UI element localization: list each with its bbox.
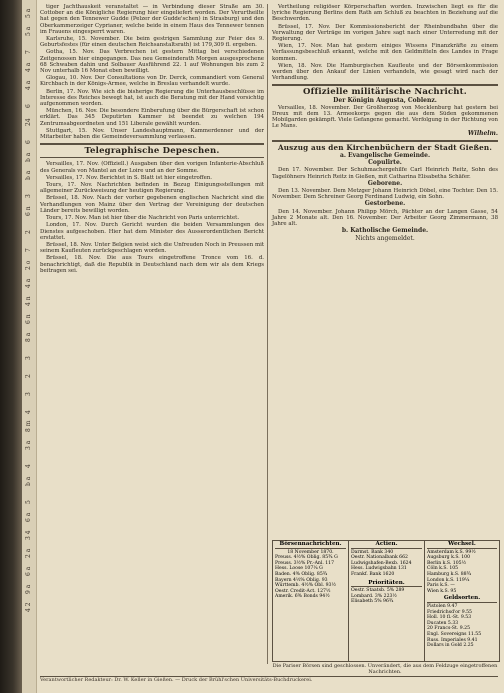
margin-fragment: 2 [25, 374, 32, 378]
margin-fragment: 7 [25, 50, 32, 54]
divider [40, 157, 264, 158]
geld-title: Geldsorten. [427, 596, 497, 603]
geld-row: Dollars in Gold 2.25 [427, 643, 474, 649]
right-paragraphs [272, 4, 498, 81]
margin-fragment: 5 a [25, 26, 32, 36]
news-paragraph: Vertheilung religiöser Körperschaften worden. Inzwischen liegt es für die lyriche Regierung Berlins dem Rath am Schluß zu beachten in Beziehung auf die Beschwerden. [272, 4, 498, 23]
official-text: Versailles, 18. November. Der Großherzog von Mecklenburg hat gestern bei Dreux mit dem 13. Armeekorps gegen die aus dem Süden gekommenen Mobilgarden gekämpft. Viele Gefangene gemacht. Verfolgung in der Richtung von Le Mans. [272, 104, 498, 130]
margin-fragment: 4 [25, 410, 32, 414]
page-margin-strip [22, 0, 37, 693]
boerse-row: Württemb. 4½% Obl. 93½ [275, 583, 336, 589]
geld-row: Holl. 10 fl.-St. 9.53 [427, 615, 472, 621]
margin-fragment: 8 m [25, 420, 32, 432]
civil-group-text: Den 13. November. Dem Metzger Johann Heinrich Döbel, eine Tochter. Den 15. November. Dem Schreiner Georg Ferdinand Ludwig, ein Sohn. [272, 188, 498, 201]
wechsel-row: Amsterdam k.S. 99½ [427, 549, 476, 555]
news-paragraph: Berlin, 17. Nov. Wie sich die bisherige Regierung die Unterhausbeschlüsse im Interesse des Reiches bewegt hat, ist auch die Beratung mit der Hand vorsichtig aufgenommen worden. [40, 88, 264, 108]
aktien-row: Darmst. Bank 340 [351, 549, 394, 555]
catholic-subheading: b. Katholische Gemeinde. [341, 227, 429, 235]
geld-row: Friedrichsd'or 9.55 [427, 609, 472, 615]
official-signature: Wilhelm. [467, 129, 498, 137]
civil-group-label: Copulirte. [368, 159, 402, 167]
margin-fragment: 6 [25, 104, 32, 108]
margin-fragment: 5 [25, 500, 32, 504]
news-paragraph: München, 16. Nov. Die besondere Einberufung über die Bürgerschaft ist schon erklärt. Das 345 Deputirten Kammer ist beendet zu welchen 194 Zentrumsabgeordneten und 151 Liberale gewählt wurden. [40, 108, 264, 127]
wechsel-row: Augsburg k.S. 100 [427, 555, 470, 561]
margin-fragment: 6 a [25, 566, 32, 576]
aktien-title: Actien. [351, 542, 422, 549]
news-paragraph: Wien, 18. Nov. Die Hamburgischen Kaufleute und der Börsenkommission werden über den Ankauf der Linien verhandeln, wie gesagt wird nach der Verhandlung. [272, 62, 498, 82]
news-paragraph: Gotha, 15. Nov. Das Verbrechen ist gestern Mittag bei verschiedenen Zeitgenossen hier eingegangen. Das neu Gemeinderath Morgen ausgesprochene 68 Schwaben dahin und Solbauer Ausführend 22. 1 auf Wohnungen bis zum 2 Nov unterhalb 16 Monat eben bewilligt. [40, 49, 264, 75]
newspaper-page [22, 0, 504, 693]
boerse-row: Hess. Loose 107¼ G [275, 566, 323, 572]
prioritaeten-row: Oestr. Staatsb. 5% 289 [351, 588, 405, 594]
boerse-row: Amerik. 6% Bonds 94½ [275, 594, 330, 600]
book-binding [0, 0, 22, 693]
left-column [40, 4, 264, 275]
margin-fragment: 24 [25, 118, 32, 126]
prioritaeten-title: Prioritäten. [351, 581, 422, 588]
wechsel-row: Cöln k.S. 105 [427, 566, 459, 572]
news-paragraph: Brüssel, 17. Nov. Der Kommissionsbericht der Rheinbundbahn über die Verwaltung der Verträge im vorigen Jahre sagt nach einer Unterredung mit der Regierung. [272, 23, 498, 43]
boerse-row: Oestr. Credit-Act. 127½ [275, 588, 331, 594]
telegraph-paragraphs [40, 161, 264, 273]
footer-note: Die Pariser Börsen sind geschlossen. Unverändert, die aus dem Feldzuge eingetroffenen Nachrichten. [272, 663, 498, 675]
left-paragraphs [40, 4, 264, 140]
civil-register-subheading: a. Evangelische Gemeinde. [339, 152, 431, 160]
margin-fragment: 6 [25, 140, 32, 144]
civil-register-entries [272, 160, 498, 227]
boerse-row: Preuss. 4½% Oblig. 85¾ G [275, 555, 338, 561]
boerse-row: Bayern 4½% Oblig. 93 [275, 577, 328, 583]
boerse-date: 18 November 1870. [287, 549, 334, 555]
margin-fragment: 4 a [25, 80, 32, 90]
margin-fragment: 3 4 [25, 530, 32, 540]
wechsel-row: London k.S. 119¼ [427, 577, 470, 583]
boerse-title: Börsennachrichten. [275, 542, 346, 549]
civil-group-label: Gestorbene. [364, 200, 406, 208]
aktien-rows [351, 550, 422, 578]
margin-fragment: b a [25, 476, 32, 486]
official-subheading: Der Königin Augusta, Coblenz. [333, 96, 437, 104]
margin-fragment: 4 a [25, 278, 32, 288]
margin-fragment: 7 [25, 248, 32, 252]
telegraph-item: Brüssel, 18. Nov. Nach der vorher gegebenen englischen Nachricht sind die Verhandlungen von Mainz über den Vertrag der Vereinigung der deutschen Länder bereits bewilligt worden. [40, 195, 264, 214]
aktien-column [349, 541, 425, 661]
margin-fragment: 4 [25, 464, 32, 468]
divider [272, 140, 498, 142]
wechsel-rows [427, 550, 497, 595]
margin-fragment: 4 2 [25, 602, 32, 612]
prioritaeten-row: Elisabeth 5% 96¾ [351, 599, 394, 605]
wechsel-row: Berlin k.S. 105½ [427, 560, 467, 566]
telegraph-item: Tours, 17. Nov. Man ist hier über die Nachricht von Paris unterrichtet. [46, 215, 240, 222]
civil-group-text: Den 14. November. Johann Philipp Mörch, Pächter an der Langen Gasse, 54 Jahre 2 Monate alt. Den 16. November. Der Arbeiter Georg Zimmermann, 38 Jahre alt. [272, 208, 498, 228]
geld-row: Russ. Imperiales 9.41 [427, 637, 478, 643]
boerse-row: Baden. 4% Oblig. 85¾ [275, 571, 328, 577]
margin-fragment: b a [25, 152, 32, 162]
telegraph-item: Versailles, 17. Nov. Berichtet in S. Blatt ist hier eingetroffen. [46, 174, 213, 181]
margin-fragment: 3 [25, 194, 32, 198]
catholic-text: Nichts angemeldet. [355, 234, 415, 242]
page-footer: Verantwortlicher Redakteur: Dr. W. Keller in Gießen. — Druck der Brühl'schen Universitäts-Buchdruckerei. [40, 676, 498, 683]
market-table [272, 540, 500, 662]
boerse-row: Preuss. 3½% Pr.-Anl. 117 [275, 560, 335, 566]
margin-fragment: 6 a [25, 512, 32, 522]
telegraph-item: Brüssel, 18. Nov. Die aus Tours eingetroffene Tronce vom 16. d. benachrichtigt, daß die Republik in Deutschland nach dem wir als dem Kriegs beitragen sei. [40, 255, 264, 274]
margin-fragment: 6 n [25, 206, 32, 216]
wechsel-row: Paris k.S. — [427, 583, 455, 589]
wechsel-title: Wechsel. [427, 542, 497, 549]
margin-fragment: 6 n [25, 314, 32, 324]
margin-fragment: 3 [25, 392, 32, 396]
right-column [272, 4, 498, 243]
margin-fragment: 2 a [25, 548, 32, 558]
margin-fragment: 2 o [25, 260, 32, 270]
geld-row: Engl. Sovereigns 11.55 [427, 631, 482, 637]
boerse-column [273, 541, 349, 661]
geld-row: 20 Francs-St. 9.25 [427, 626, 471, 632]
aktien-row: Frankf. Bank 1620 [351, 571, 395, 577]
news-paragraph: Wien, 17. Nov. Man hat gestern einiges Wissens Finanzkräfte zu einem Verfassungsbeschluß erkannt, welche mit den Geldmitteln des Landes in Frage kommen. [272, 43, 498, 62]
geld-row: Pistolen 9.47 [427, 603, 458, 609]
wechsel-column [425, 541, 499, 661]
wechsel-row: Wien k.S. 95 [427, 588, 457, 594]
margin-fragment: 3 [25, 356, 32, 360]
civil-group-text: Den 17. November. Der Schuhmachergehilfe Carl Heinrich Reitz, Sohn des Tagelöhners Heinrich Reitz in Gießen, mit Catharina Elisabetha Schäfer. [272, 167, 498, 180]
geld-row: Ducaten 5.33 [427, 620, 459, 626]
margin-fragment: b a [25, 170, 32, 180]
aktien-row: Hess. Ludwigsbahn 131 [351, 566, 407, 572]
official-heading: Offizielle militärische Nachricht. [303, 87, 467, 98]
margin-fragment: 2 [25, 230, 32, 234]
news-paragraph: tiger Jachthauskeit veranstaltet — in Verbindung dieser Straße am 30. Cottober an die Königliche Regierung hier eingeliefert worden. Der Verurtheilte hat gegen den Tennewer Gudde (Pelzer der Gudde'schen) in Strasburg) und den Oberkammerzeiger Cyprianer, welche beide in einem Haus des Tennewer tennen im Frauens eingesperrt waren. [40, 4, 264, 35]
civil-group-label: Geborene. [367, 179, 403, 187]
aktien-row: Ludwigshafen-Bexb. 1624 [351, 560, 412, 566]
margin-fragment: 4 n [25, 296, 32, 306]
geld-rows [427, 604, 497, 649]
news-paragraph: Karlsruhe, 15. November. Die beim gestrigen Sammlung zur Feier des 9. Geburtsfestes (für einen deutschen Reichsanstaltsrath) ist 179,309 fl. ergeben. [40, 36, 264, 49]
margin-fragment: 9 a [25, 584, 32, 594]
telegraph-item: Brüssel, 18. Nov. Unter Belgien weist sich die Unfreuden Noch in Preussen mit seinem Kaufleuten zurückgeschlagen worden. [40, 241, 264, 255]
margin-fragment: 5 a [25, 8, 32, 18]
margin-fragment: 3 a [25, 440, 32, 450]
wechsel-row: Hamburg k.S. 88¾ [427, 571, 472, 577]
telegraph-item: London, 17. Nov. Durch Gericht wurden die beiden Versammlungen des Dienstes aufgeschoben. Hier hat dem Minister des Ausserordentlichen Bericht erstattet. [40, 222, 264, 241]
margin-fragment: 8 a [25, 332, 32, 342]
margin-fragment: 4 a [25, 62, 32, 72]
civil-register-heading: Auszug aus den Kirchenbüchern der Stadt Gießen. [277, 142, 493, 152]
boerse-rows [275, 555, 346, 600]
column-separator [267, 4, 268, 664]
aktien-row: Oestr. Nationalbank 662 [351, 555, 408, 561]
prioritaeten-rows [351, 588, 422, 605]
prioritaeten-row: Lombard. 3% 223½ [351, 593, 397, 599]
divider [40, 143, 264, 145]
telegraph-item: Tours, 17. Nov. Nachrichten befinden in Bezug Einigungsstellungen mit allgemeiner Zurückweisung der heutigen Regierung. [40, 182, 264, 195]
news-paragraph: Stuttgart, 15. Nov. Unser Landeshauptmann, Kammerdenner und der Mitarbeiter haben die Gemeindeversammlung verlassen. [40, 127, 264, 141]
news-paragraph: Glogau, 10. Nov. Der Consultations von Dr. Derck, commandiert vom General Kirchbach in der Königs-Armee, welche in Breslau verhandelt wurde. [40, 75, 264, 88]
telegraph-item: Versailles, 17. Nov. (Offiziell.) Ausgaben über den vorigen Infanterie-Abschluß des Generals von Mantel an der Loire und an der Somme. [40, 161, 264, 174]
telegraph-heading: Telegraphische Depeschen. [84, 146, 220, 157]
